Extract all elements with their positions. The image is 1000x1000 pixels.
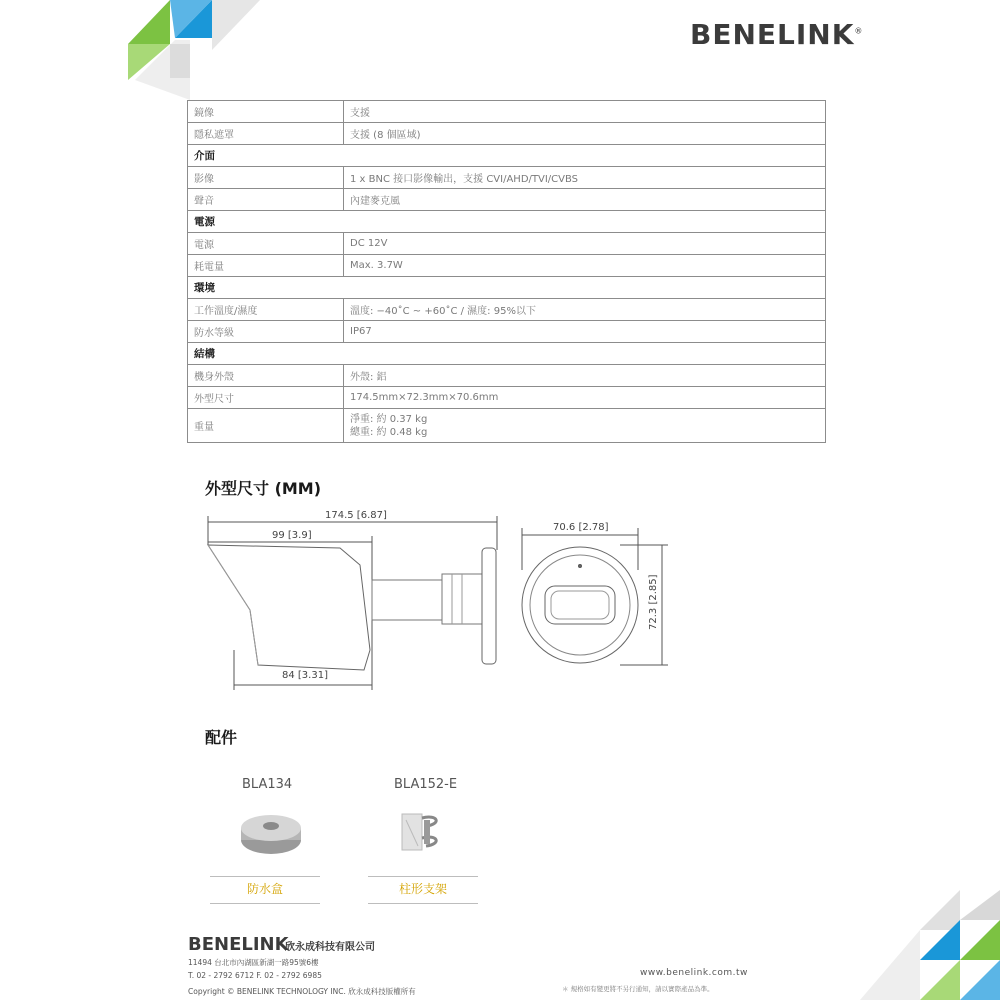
mount-arm xyxy=(372,580,442,620)
spec-value xyxy=(344,409,826,443)
height-label: 72.3 [2.85] xyxy=(648,574,659,630)
spec-row xyxy=(188,123,826,145)
dimension-drawing xyxy=(190,500,670,700)
spec-row xyxy=(188,299,826,321)
spec-key: 隱私遮罩 xyxy=(188,123,344,145)
brand-logo xyxy=(690,18,863,51)
footer-disclaimer: ＊ 規格如有變更將不另行通知，請以實際產品為準。 xyxy=(562,985,714,993)
spec-key: 工作溫度/濕度 xyxy=(188,299,344,321)
spec-section-heading: 結構 xyxy=(188,343,826,365)
camera-body-side xyxy=(208,545,370,670)
accessory-label-2: 柱形支架 xyxy=(398,882,447,896)
footer-phone-fax: T. 02 - 2792 6712 F. 02 - 2792 6985 xyxy=(188,971,322,980)
footer-copyright: Copyright © BENELINK TECHNOLOGY INC. 欣永成科技版權所有 xyxy=(188,987,416,996)
front-length-label: 99 [3.9] xyxy=(272,530,312,541)
spec-value: 內建麥克風 xyxy=(344,189,826,211)
spec-value: DC 12V xyxy=(344,233,826,255)
pole-mount-bracket-icon xyxy=(398,808,448,856)
accessory-model-1: BLA134 xyxy=(242,777,293,792)
spec-section-heading: 環境 xyxy=(188,277,826,299)
accessory-model-2: BLA152-E xyxy=(394,777,458,792)
footer-logo: BENELINK xyxy=(188,934,289,955)
spec-row xyxy=(188,255,826,277)
accessories-title: 配件 xyxy=(205,728,238,747)
spec-key: 電源 xyxy=(188,233,344,255)
spec-value: Max. 3.7W xyxy=(344,255,826,277)
spec-row xyxy=(188,167,826,189)
width-label: 70.6 [2.78] xyxy=(553,522,609,533)
footer-company-name: 欣永成科技有限公司 xyxy=(285,942,375,953)
corner-decoration-bottom-right xyxy=(800,890,1000,1000)
spec-section-row xyxy=(188,211,826,233)
spec-value: 174.5mm×72.3mm×70.6mm xyxy=(344,387,826,409)
spec-key: 影像 xyxy=(188,167,344,189)
footer-address: 11494 台北市內湖區新湖一路95號6樓 xyxy=(188,958,319,967)
spec-value: 外殼: 鋁 xyxy=(344,365,826,387)
spec-value: 支援 (8 個區域) xyxy=(344,123,826,145)
dimensions-title: 外型尺寸 (MM) xyxy=(205,479,322,498)
registered-mark: ® xyxy=(854,26,864,36)
corner-decoration-top-left xyxy=(0,0,260,110)
accessory-divider-2 xyxy=(368,876,478,877)
spec-section-row xyxy=(188,277,826,299)
spec-row xyxy=(188,321,826,343)
spec-key: 防水等級 xyxy=(188,321,344,343)
spec-key: 鏡像 xyxy=(188,101,344,123)
body-length-label: 84 [3.31] xyxy=(282,670,328,681)
spec-value-line: 淨重: 約 0.37 kg xyxy=(350,413,428,425)
spec-value: 溫度: −40˚C ~ +60˚C / 濕度: 95%以下 xyxy=(344,299,826,321)
footer-website: www.benelink.com.tw xyxy=(640,968,748,978)
spec-row xyxy=(188,101,826,123)
spec-value: IP67 xyxy=(344,321,826,343)
spec-key: 耗電量 xyxy=(188,255,344,277)
accessory-divider-1 xyxy=(210,876,320,877)
brand-logo-text: BENELINK xyxy=(690,18,855,51)
spec-row xyxy=(188,409,826,443)
accessory-label-1: 防水盒 xyxy=(246,882,283,896)
accessory-divider-1b xyxy=(210,903,320,904)
spec-row xyxy=(188,233,826,255)
spec-section-row xyxy=(188,145,826,167)
mount-base-plate xyxy=(482,548,496,664)
spec-row xyxy=(188,365,826,387)
spec-key: 機身外殼 xyxy=(188,365,344,387)
spec-row xyxy=(188,387,826,409)
spec-value: 支援 xyxy=(344,101,826,123)
total-length-label: 174.5 [6.87] xyxy=(325,510,387,521)
spec-section-heading: 電源 xyxy=(188,211,826,233)
spec-table xyxy=(187,100,826,443)
spec-row xyxy=(188,189,826,211)
spec-key: 外型尺寸 xyxy=(188,387,344,409)
spec-value-line: 總重: 約 0.48 kg xyxy=(350,426,428,438)
spec-section-row xyxy=(188,343,826,365)
spec-value: 1 x BNC 接口影像輸出，支援 CVI/AHD/TVI/CVBS xyxy=(344,167,826,189)
spec-section-heading: 介面 xyxy=(188,145,826,167)
spec-key: 聲音 xyxy=(188,189,344,211)
junction-box-icon xyxy=(236,808,306,858)
accessory-divider-2b xyxy=(368,903,478,904)
spec-key: 重量 xyxy=(188,409,344,443)
